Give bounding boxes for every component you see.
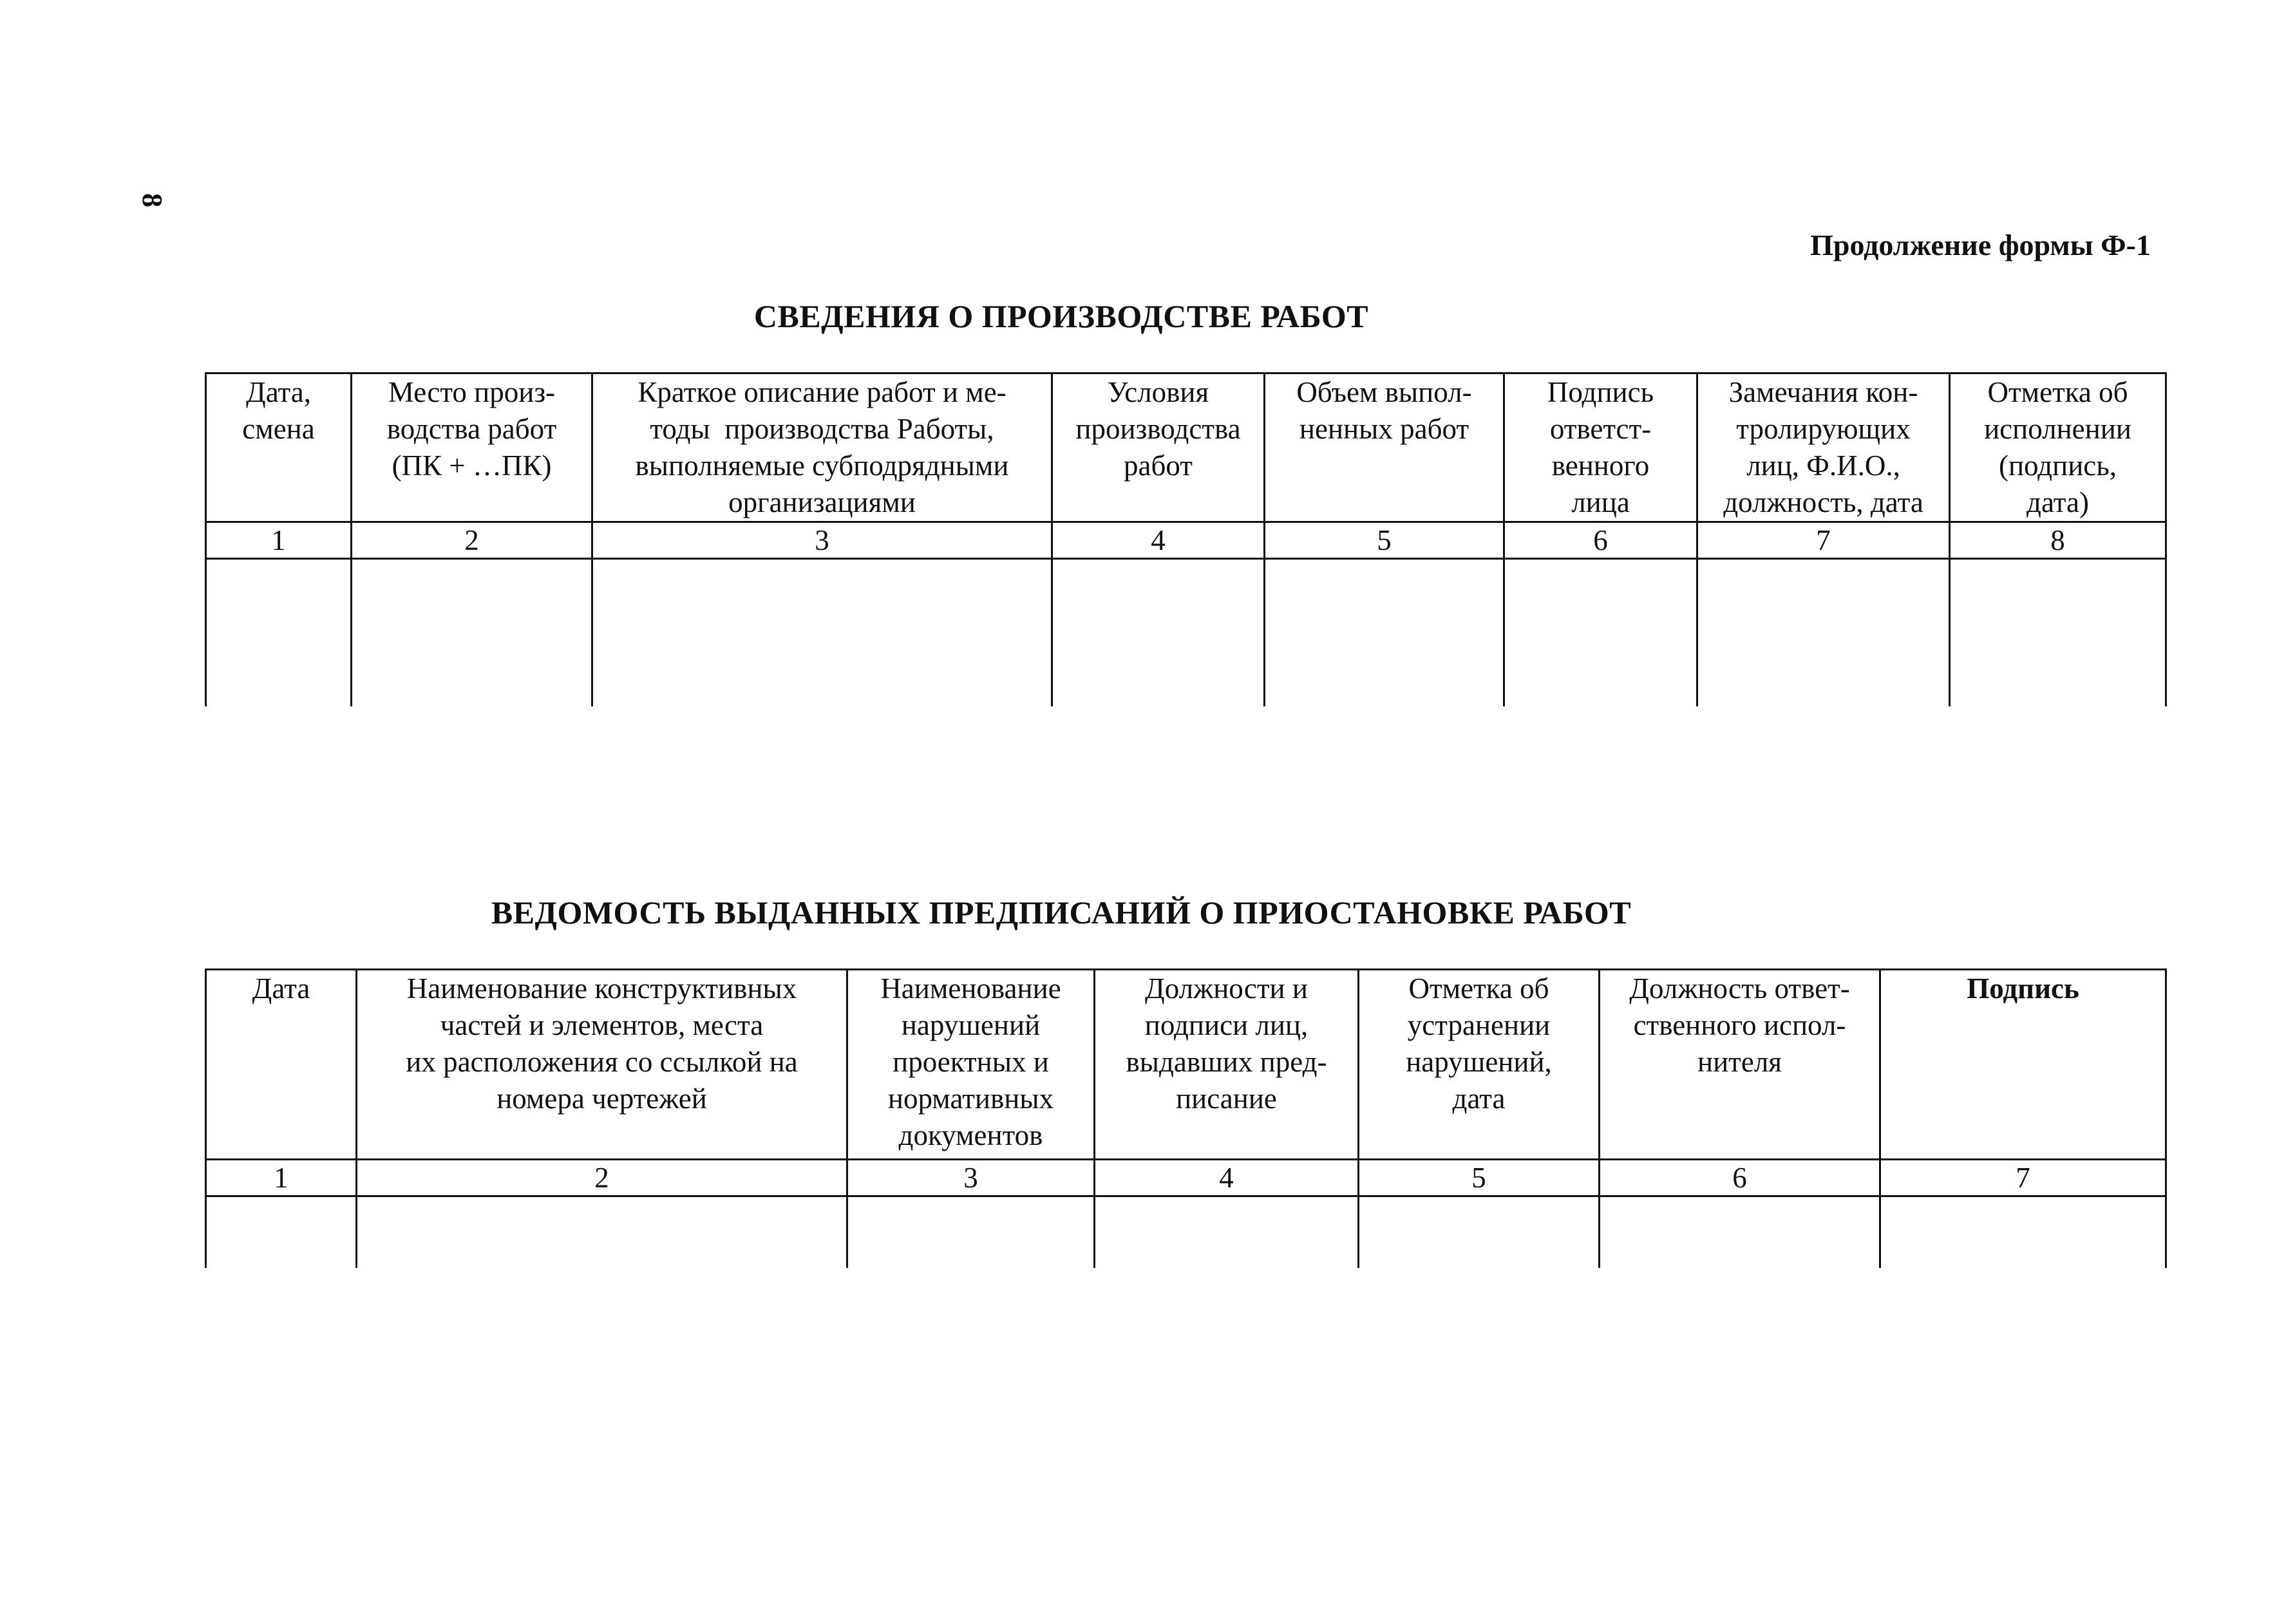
blank-cell[interactable] [206,1196,357,1269]
column-header-date: Дата [206,970,357,1160]
column-header-work-conditions: Условия производства работ [1052,373,1265,522]
blank-entry-row [206,1196,2166,1269]
blank-cell[interactable] [1880,1196,2166,1269]
column-number: 5 [1265,522,1504,559]
column-number: 6 [1504,522,1697,559]
blank-cell[interactable] [1095,1196,1359,1269]
table-header-row [206,373,2166,522]
column-number: 2 [357,1160,847,1196]
table-header-row [206,970,2166,1160]
column-number: 7 [1880,1160,2166,1196]
blank-cell[interactable] [357,1196,847,1269]
blank-cell[interactable] [1265,559,1504,707]
column-header-date-shift: Дата, смена [206,373,352,522]
column-number: 7 [1697,522,1950,559]
column-header-work-volume: Объем выпол- ненных работ [1265,373,1504,522]
column-number: 2 [352,522,592,559]
blank-entry-row [206,559,2166,707]
blank-cell[interactable] [847,1196,1095,1269]
column-header-structural-parts: Наименование конструктивных частей и элементов, места их расположения со ссылкой на номера чертежей [357,970,847,1160]
page-number: 8 [137,193,168,207]
column-number: 3 [847,1160,1095,1196]
blank-cell[interactable] [1950,559,2166,707]
blank-cell[interactable] [1052,559,1265,707]
column-header-work-description: Краткое описание работ и ме- тоды производства Работы, выполняемые субподрядными организациями [592,373,1052,522]
column-number: 1 [206,522,352,559]
blank-cell[interactable] [1504,559,1697,707]
column-number: 8 [1950,522,2166,559]
column-number-row [206,522,2166,559]
column-header-execution-mark: Отметка об исполнении (подпись, дата) [1950,373,2166,522]
column-number-row [206,1160,2166,1196]
column-header-work-location: Место произ- водства работ (ПК + …ПК) [352,373,592,522]
column-number: 4 [1052,522,1265,559]
column-number: 1 [206,1160,357,1196]
column-header-issuers: Должности и подписи лиц, выдавших пред- писание [1095,970,1359,1160]
column-header-inspector-remarks: Замечания кон- тролирующих лиц, Ф.И.О., должность, дата [1697,373,1950,522]
suspension-orders-table [205,968,2167,1268]
column-header-elimination-mark: Отметка об устранении нарушений, дата [1359,970,1600,1160]
column-number: 6 [1600,1160,1880,1196]
section2-title: ВЕДОМОСТЬ ВЫДАННЫХ ПРЕДПИСАНИЙ О ПРИОСТАНОВКЕ РАБОТ [491,894,1632,930]
blank-cell[interactable] [206,559,352,707]
blank-cell[interactable] [1600,1196,1880,1269]
column-header-responsible-signature: Подпись ответст- венного лица [1504,373,1697,522]
blank-cell[interactable] [1697,559,1950,707]
blank-cell[interactable] [352,559,592,707]
column-number: 5 [1359,1160,1600,1196]
column-number: 4 [1095,1160,1359,1196]
column-number: 3 [592,522,1052,559]
blank-cell[interactable] [1359,1196,1600,1269]
works-log-table [205,372,2167,706]
continuation-label: Продолжение формы Ф-1 [1810,229,2151,261]
column-header-violations: Наименование нарушений проектных и нормативных документов [847,970,1095,1160]
column-header-signature: Подпись [1880,970,2166,1160]
section1-title: СВЕДЕНИЯ О ПРОИЗВОДСТВЕ РАБОТ [753,298,1369,334]
column-header-responsible-executor: Должность ответ- ственного испол- нителя [1600,970,1880,1160]
blank-cell[interactable] [592,559,1052,707]
